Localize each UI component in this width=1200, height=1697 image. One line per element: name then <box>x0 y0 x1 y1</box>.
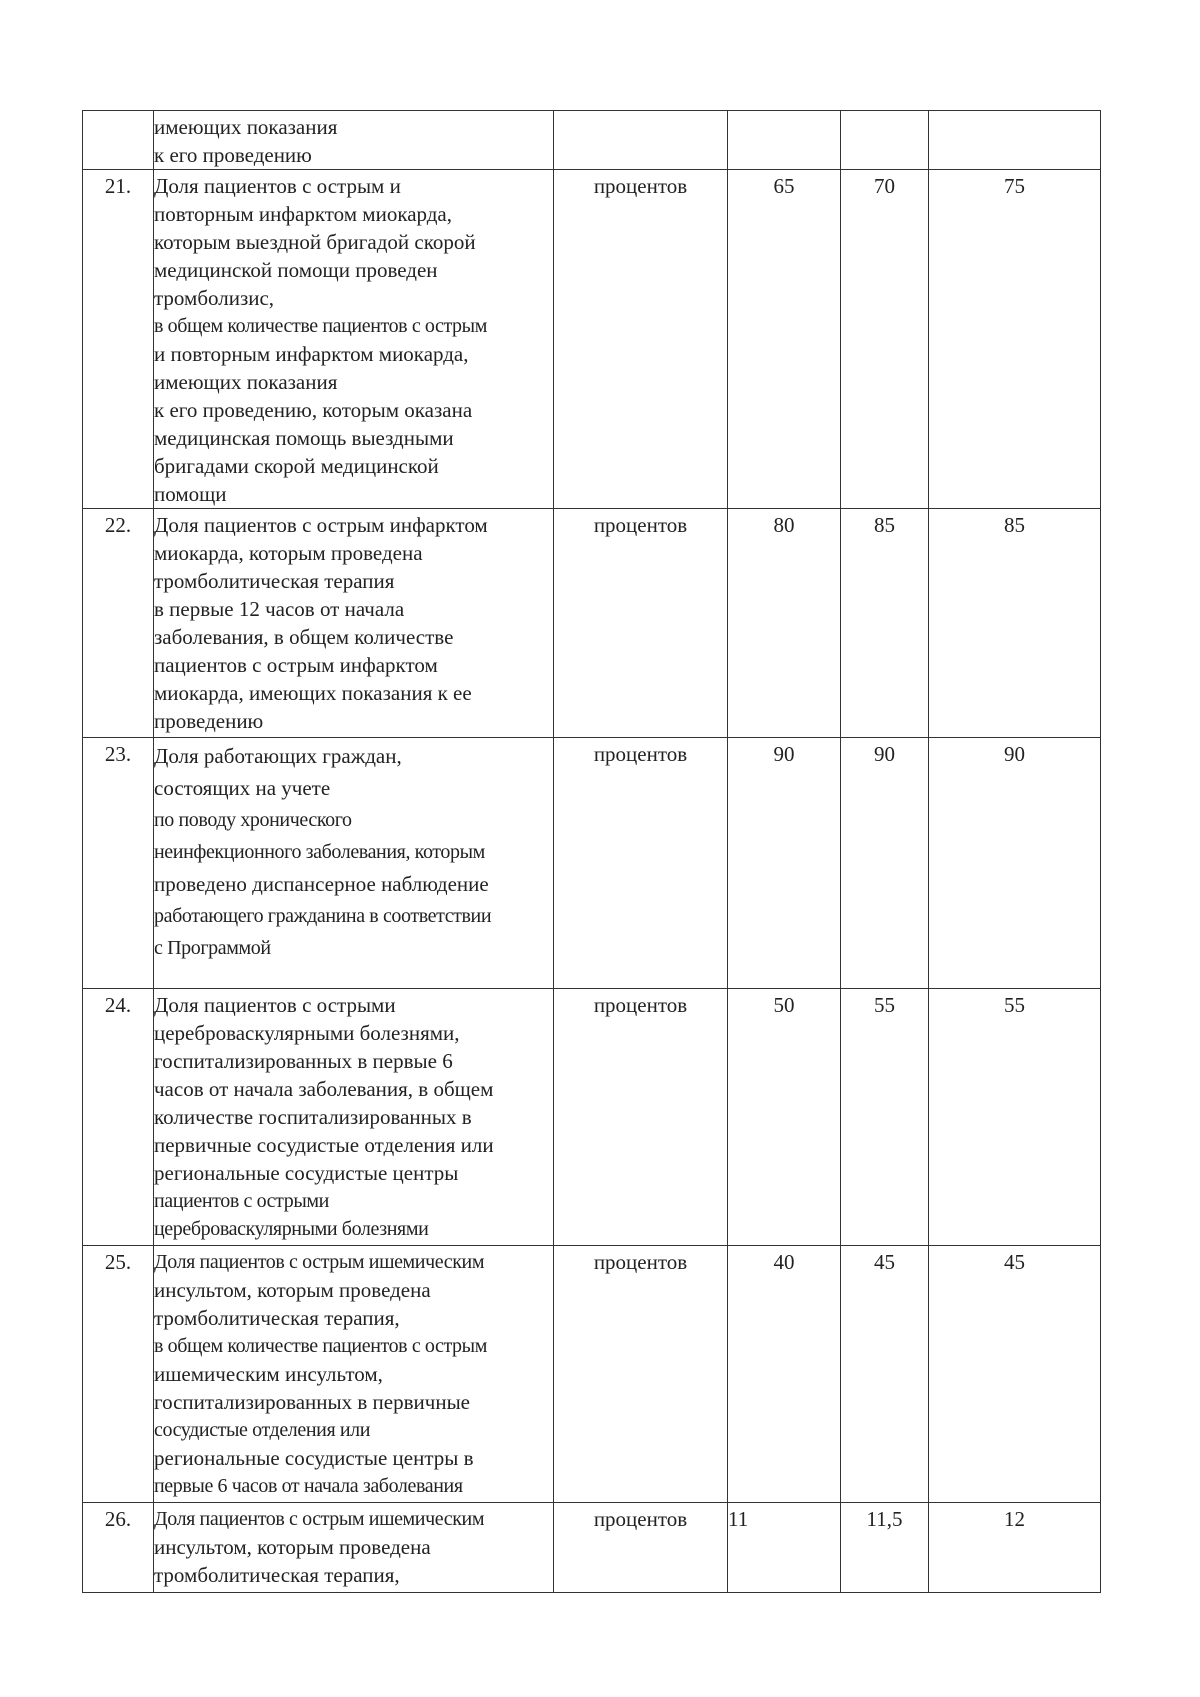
description-line: которым выездной бригадой скорой <box>154 230 476 254</box>
description-line: работающего гражданина в соответствии <box>154 905 492 927</box>
description-line: Доля пациентов с острыми <box>154 993 396 1017</box>
indicator-description <box>154 1246 554 1503</box>
description-line: в общем количестве пациентов с острым <box>154 315 487 337</box>
value-cell: 50 <box>728 989 841 1246</box>
description-line: Доля пациентов с острым инфарктом <box>154 513 488 537</box>
row-number: 25. <box>83 1246 154 1503</box>
description-line: пациентов с острым инфарктом <box>154 653 438 677</box>
description-line: неинфекционного заболевания, которым <box>154 841 485 863</box>
description-line: проведено диспансерное наблюдение <box>154 872 489 896</box>
indicators-table <box>82 110 1101 1593</box>
value-cell: 12 <box>929 1503 1101 1593</box>
description-line: повторным инфарктом миокарда, <box>154 202 452 226</box>
description-line: пациентов с острыми <box>154 1190 329 1212</box>
description-line: Доля работающих граждан, <box>154 744 402 768</box>
description-line: первичные сосудистые отделения или <box>154 1133 494 1157</box>
table-row <box>83 1503 1101 1593</box>
unit-cell: процентов <box>554 738 728 989</box>
description-line: бригадами скорой медицинской <box>154 454 439 478</box>
row-number: 21. <box>83 170 154 509</box>
table-row <box>83 170 1101 509</box>
value-cell <box>728 111 841 170</box>
value-cell: 70 <box>841 170 929 509</box>
value-cell: 90 <box>929 738 1101 989</box>
description-line: Доля пациентов с острым и <box>154 174 401 198</box>
description-line: проведению <box>154 709 264 733</box>
description-line: в общем количестве пациентов с острым <box>154 1335 487 1357</box>
description-line: региональные сосудистые центры в <box>154 1446 474 1470</box>
description-line: сосудистые отделения или <box>154 1419 371 1441</box>
indicator-description <box>154 170 554 509</box>
value-cell: 65 <box>728 170 841 509</box>
description-line: по поводу хронического <box>154 809 352 831</box>
description-line: первые 6 часов от начала заболевания <box>154 1475 463 1497</box>
indicator-description <box>154 1503 554 1593</box>
unit-cell: процентов <box>554 509 728 738</box>
row-number: 26. <box>83 1503 154 1593</box>
value-cell: 45 <box>841 1246 929 1503</box>
value-cell: 55 <box>929 989 1101 1246</box>
table-row <box>83 989 1101 1246</box>
description-line: к его проведению <box>154 143 312 167</box>
indicator-description <box>154 989 554 1246</box>
row-number: 24. <box>83 989 154 1246</box>
table-row <box>83 1246 1101 1503</box>
description-line: инсультом, которым проведена <box>154 1535 431 1559</box>
description-line: имеющих показания <box>154 370 338 394</box>
row-number-cell <box>83 111 154 170</box>
value-cell: 90 <box>728 738 841 989</box>
description-line: медицинской помощи проведен <box>154 258 438 282</box>
description-line: количестве госпитализированных в <box>154 1105 472 1129</box>
table-row <box>83 509 1101 738</box>
description-line: часов от начала заболевания, в общем <box>154 1077 494 1101</box>
value-cell: 80 <box>728 509 841 738</box>
value-cell: 55 <box>841 989 929 1246</box>
description-line: помощи <box>154 482 227 506</box>
description-line: миокарда, имеющих показания к ее <box>154 681 472 705</box>
description-line: с Программой <box>154 937 271 959</box>
description-line: Доля пациентов с острым ишемическим <box>154 1508 485 1530</box>
description-line: имеющих показания <box>154 115 338 139</box>
value-cell: 85 <box>929 509 1101 738</box>
description-line: тромболитическая терапия, <box>154 1563 400 1587</box>
description-line: цереброваскулярными болезнями, <box>154 1021 460 1045</box>
value-cell: 90 <box>841 738 929 989</box>
description-line: заболевания, в общем количестве <box>154 625 454 649</box>
description-line: медицинская помощь выездными <box>154 426 454 450</box>
unit-cell: процентов <box>554 989 728 1246</box>
description-line: цереброваскулярными болезнями <box>154 1218 429 1240</box>
description-line: региональные сосудистые центры <box>154 1161 459 1185</box>
description-line: миокарда, которым проведена <box>154 541 423 565</box>
value-cell <box>841 111 929 170</box>
description-line: тромболитическая терапия, <box>154 1306 400 1330</box>
value-cell: 11 <box>728 1503 841 1593</box>
description-line: и повторным инфарктом миокарда, <box>154 342 469 366</box>
value-cell: 75 <box>929 170 1101 509</box>
description-line: в первые 12 часов от начала <box>154 597 405 621</box>
description-line: инсультом, которым проведена <box>154 1278 431 1302</box>
table-row <box>83 738 1101 989</box>
description-line: госпитализированных в первичные <box>154 1390 471 1414</box>
table-row-continuation <box>83 111 1101 170</box>
value-cell <box>929 111 1101 170</box>
unit-cell: процентов <box>554 1246 728 1503</box>
description-line: тромболитическая терапия <box>154 569 395 593</box>
description-line: госпитализированных в первые 6 <box>154 1049 453 1073</box>
value-cell: 11,5 <box>841 1503 929 1593</box>
indicator-description <box>154 509 554 738</box>
value-cell: 45 <box>929 1246 1101 1503</box>
indicator-description <box>154 111 554 170</box>
unit-cell: процентов <box>554 170 728 509</box>
description-line: тромболизис, <box>154 286 275 310</box>
unit-cell <box>554 111 728 170</box>
value-cell: 40 <box>728 1246 841 1503</box>
row-number: 23. <box>83 738 154 989</box>
unit-cell: процентов <box>554 1503 728 1593</box>
value-cell: 85 <box>841 509 929 738</box>
row-number: 22. <box>83 509 154 738</box>
description-line: Доля пациентов с острым ишемическим <box>154 1251 485 1273</box>
description-line: состоящих на учете <box>154 776 331 800</box>
description-line: ишемическим инсультом, <box>154 1362 383 1386</box>
indicator-description <box>154 738 554 989</box>
description-line: к его проведению, которым оказана <box>154 398 473 422</box>
